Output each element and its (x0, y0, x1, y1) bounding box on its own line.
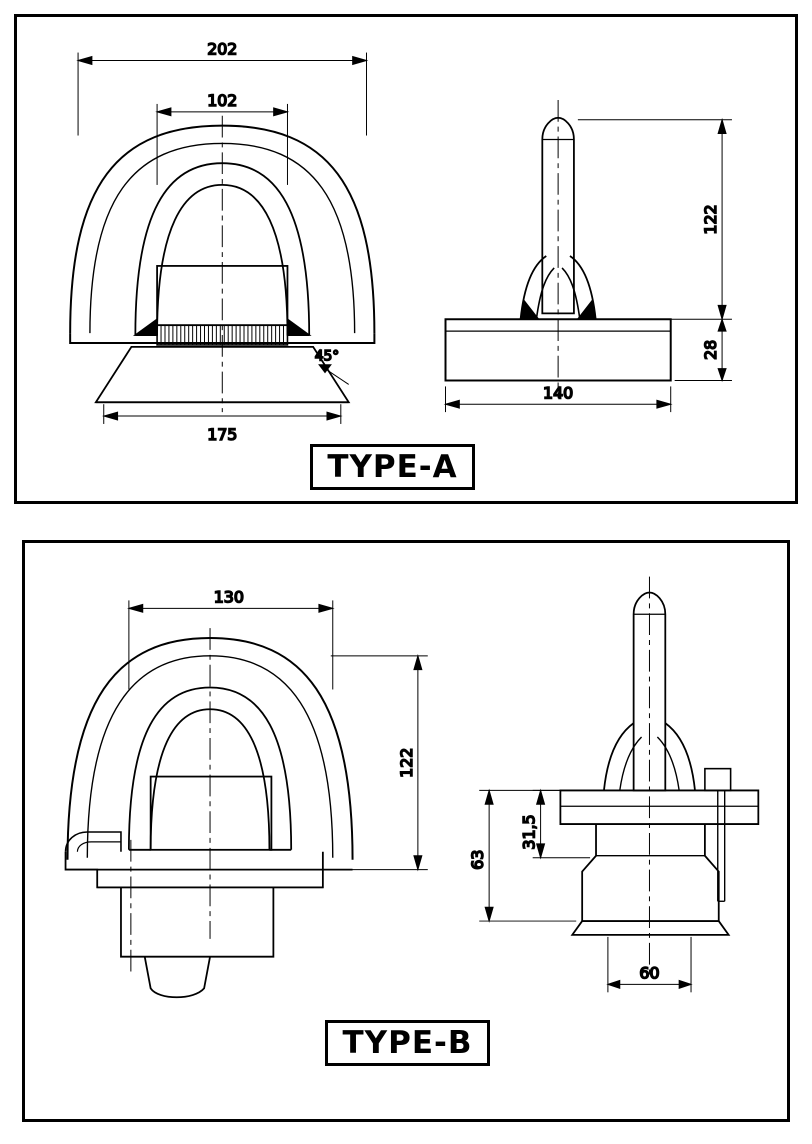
dim-60: 60 (639, 963, 660, 983)
dim-175: 175 (207, 424, 238, 444)
dim-122-a: 122 (701, 204, 721, 235)
type-b-label: TYPE-B (325, 1020, 490, 1066)
dim-45-degrees: 45° (314, 348, 340, 365)
dim-122-b: 122 (396, 747, 416, 778)
panel-type-a (14, 14, 798, 504)
dim-130: 130 (213, 587, 244, 607)
type-a-label: TYPE-A (310, 444, 475, 490)
dim-31-5: 31,5 (519, 814, 539, 850)
dim-28: 28 (701, 339, 721, 360)
dim-102: 102 (207, 90, 238, 110)
dim-202: 202 (207, 39, 238, 59)
dim-63: 63 (468, 849, 488, 870)
dim-140: 140 (543, 383, 574, 403)
type-a-drawing (17, 17, 795, 501)
